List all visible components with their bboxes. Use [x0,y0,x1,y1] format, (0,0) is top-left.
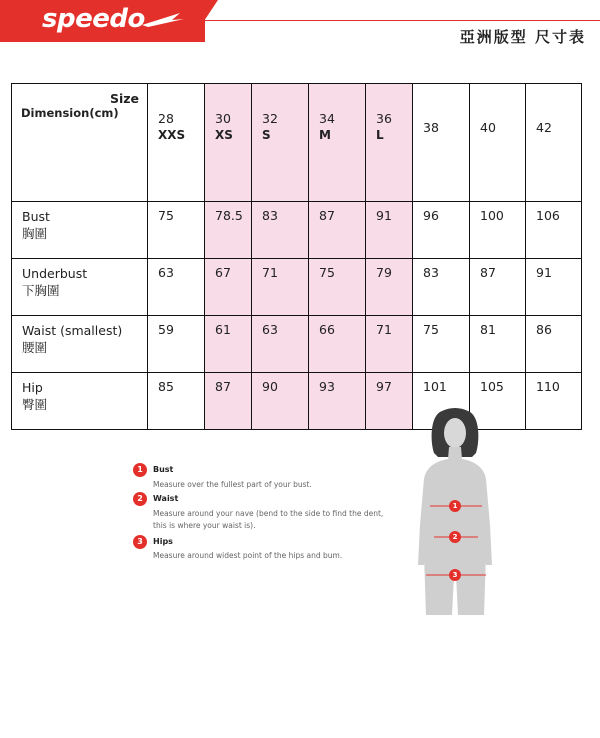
column-header [252,84,309,202]
guide-badge-2: 2 [133,492,147,506]
table-cell: 83 [252,202,309,259]
row-label-zh: 下胸圍 [22,283,60,298]
column-number: 30 [215,111,231,126]
table-cell: 63 [252,316,309,373]
column-code: XXS [158,128,186,142]
table-cell: 87 [470,259,526,316]
guide-desc-hips: Measure around widest point of the hips and bum. [153,551,343,560]
guide-title-hips: Hips [153,537,173,546]
table-cell: 75 [148,202,205,259]
column-header [205,84,252,202]
speedo-logo: speedo [42,4,145,34]
row-label-en: Waist (smallest) [22,323,123,338]
row-label [12,259,148,316]
page-title: 亞洲版型 尺寸表 [459,28,586,46]
table-cell: 78.5 [205,202,252,259]
dimension-label: Dimension(cm) [21,106,119,120]
table-cell: 75 [413,316,470,373]
table-cell: 96 [413,202,470,259]
row-label-en: Underbust [22,266,88,281]
row-label [12,202,148,259]
row-label-en: Hip [22,380,43,395]
table-cell: 87 [205,373,252,430]
table-cell: 66 [309,316,366,373]
header-brand-slant [190,0,218,42]
column-code: M [319,128,331,142]
guide-desc-waist: Measure around your nave (bend to the side to find the dent, this is where your waist is). [153,509,384,530]
table-cell: 86 [526,316,582,373]
table-row [12,316,582,373]
row-label-zh: 臀圍 [22,397,48,412]
table-cell: 91 [366,202,413,259]
guide-desc-bust: Measure over the fullest part of your bust. [153,480,312,489]
column-number: 32 [262,111,278,126]
row-label-en: Bust [22,209,50,224]
column-code: XS [215,128,233,142]
row-label-zh: 腰圍 [22,340,48,355]
table-cell: 83 [413,259,470,316]
column-code: S [262,128,271,142]
table-row [12,259,582,316]
column-header [470,84,526,202]
size-chart-table [11,83,582,430]
table-cell: 91 [526,259,582,316]
table-cell: 101 [413,373,470,430]
row-label-zh: 胸圍 [22,226,48,241]
table-cell: 67 [205,259,252,316]
table-cell: 93 [309,373,366,430]
speedo-boomerang-icon [142,11,184,27]
column-header [526,84,582,202]
table-cell: 97 [366,373,413,430]
column-header [148,84,205,202]
table-corner-cell [12,84,148,202]
size-label: Size [109,91,139,106]
table-cell: 61 [205,316,252,373]
column-header [309,84,366,202]
column-header [366,84,413,202]
table-cell: 90 [252,373,309,430]
table-header-row [12,84,582,202]
row-label [12,373,148,430]
guide-badge-1: 1 [133,463,147,477]
row-label [12,316,148,373]
table-cell: 100 [470,202,526,259]
table-cell: 71 [366,316,413,373]
table-cell: 63 [148,259,205,316]
figure-badge-1: 1 [449,500,461,512]
column-code: L [376,128,384,142]
table-cell: 75 [309,259,366,316]
table-cell: 79 [366,259,413,316]
table-row [12,202,582,259]
table-cell: 106 [526,202,582,259]
table-cell: 85 [148,373,205,430]
table-cell: 110 [526,373,582,430]
figure-badge-2: 2 [449,531,461,543]
table-cell: 87 [309,202,366,259]
guide-badge-3: 3 [133,535,147,549]
column-number: 36 [376,111,392,126]
column-number: 40 [480,120,496,135]
table-cell: 81 [470,316,526,373]
column-number: 28 [158,111,174,126]
table-cell: 59 [148,316,205,373]
table-cell: 71 [252,259,309,316]
column-header [413,84,470,202]
guide-title-bust: Bust [153,465,174,474]
guide-title-waist: Waist [153,494,179,503]
figure-badge-3: 3 [449,569,461,581]
column-number: 34 [319,111,335,126]
table-cell: 105 [470,373,526,430]
column-number: 38 [423,120,439,135]
column-number: 42 [536,120,552,135]
header-rule [205,20,600,21]
